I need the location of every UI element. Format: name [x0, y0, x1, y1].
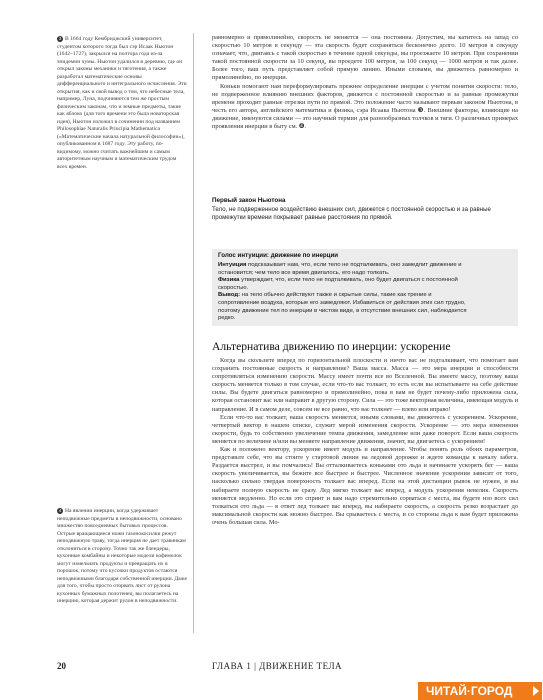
intuition-box-title: Голос интуиции: движение по инерции	[218, 252, 339, 259]
box-label-physics: Физика	[218, 277, 240, 284]
sidebar-note-text: На явлении инерции, когда удерживает неподвижные предметы в неподвижности, основано множество повседневных бытовых процессов. Острые вращающиеся ножи газонокосилки режут неподвижную траву, тогда инерция не дает травинкам отклониться в сторону. Точно так же блендеры, кухонные комбайны и некоторые модели кофемолок могут измельчать продукты и превращать их в порошок, потому что кусочки продуктов остаются неподвижными благодаря собственной инерции. Даже для того, чтобы просто оторвать лист от рулона кухонных бумажных полотенец, вы полагаетесь на инерцию, которая держит рулон в неподвижности.	[57, 508, 187, 604]
intro-paragraph-2: Коньки помогают нам переформулировать прежнее определение инерции с учетом понятия скорости: тело, не подверженное влиянию внешних факторов, движется с постоянной скоростью и за равные промежутки времени проходит равные отрезки пути по прямой. Это положение часто называют первым законом Ньютона, в честь его автора, английского математика и физика, сэра Исаака Ньютона ❸. Внешние факторы, влияющие на движение, именуются силами — это научный термин для разнообразных толчков и тяги. О различных примерах проявления инерции в быту см. ❹.	[212, 82, 518, 131]
column-divider	[193, 33, 194, 633]
store-watermark: ЧИТАЙ·ГОРОД	[418, 682, 542, 700]
note-marker-icon: 3	[58, 36, 62, 41]
box-label-intuition: Интуиция	[218, 262, 247, 268]
intro-block	[212, 34, 518, 131]
intuition-box-body	[218, 262, 473, 323]
sidebar-note-text: В 1664 году Кембриджский университет, студентом которого тогда был сэр Исаак Ньютон (1642–1727), закрылся на полтора года из-за эпидемии чумы. Ньютон удалился в деревню, где он открыл законы механики и тяготения, а также разработал математические основы дифференциального и интегрального исчисления. Эти открытия, как и свой вывод о том, что небесные тела, например, Луна, подчиняются тем же простым физическим законам, что и земные предметы, такие как яблоко (для того времени это была новаторская идея), Ньютон изложил в сочинении под названием Philosophiae Naturalis Principia Mathematica («Математические начала натуральной философии»), опубликованном в 1687 году. Эту работу, по-видимому, можно считать важнейшим и самым авторитетным научным и математическим трудом всех времен.	[57, 36, 187, 170]
law-title: Первый закон Ньютона	[212, 197, 286, 204]
watermark-arrow-icon	[533, 686, 539, 696]
box-text-conclusion: на тело обычно действуют также и скрытые силы, такие как трение и сопротивление воздуха, которые его замедляют. Избавиться от действия этих сил трудно, поэтому движение тел по инерции в чистом виде, в отсутствие внешних сил, наблюдается редко.	[218, 292, 467, 322]
note-marker-icon: 4	[58, 508, 62, 513]
body-paragraph-3: Как и положено вектору, ускорение имеет модуль и направление. Чтобы понять роль обоих параметров, представьте себе, что вы стоите у стартовой линии на ледовой дорожке и ждете команды к началу забега. Раздается выстрел, и вы помчались! Вы отталкиваетесь коньками ото льда и начинаете ускорять бег — ваша скорость увеличивается, вы бежите все быстрее и быстрее. Численное значение ускорения зависит от того, насколько сильно твердая поверхность толкает вас вперед. Если на этой дистанции рывок не нужен, и вы набираете полную скорость не сразу. Лед мягко толкает вас вперед, а модуль ускорения невелик. Скорость меняется медленно. Но если это спринт и вам надо стремительно сорваться с места, вы будете изо всех сил толкаться ото льда — в ответ лед толкает вас вперед, вы набираете скорость, а скорость резко возрастает до максимальной скорости как можно быстрее. Вы срываетесь с места, и со стороны льда к вам будет приложена очень большая сила. Мо-	[212, 446, 518, 526]
sidebar-note-1	[57, 36, 187, 171]
box-text-physics: утверждает, что, если тело не подталкивать, оно будет двигаться с постоянной скоростью.	[218, 277, 458, 291]
law-text: Тело, не подверженное воздействию внешних сил, движется с постоянной скоростью и за равные промежутки времени покрывает равные расстояния по прямой.	[212, 206, 491, 221]
body-paragraph-1: Когда вы скользите вперед по горизонтальной плоскости и ничто вас не подталкивает, что помогает вам сохранить постоянные скорость и направление? Ваша масса. Масса — это мера инерции и способности сопротивляться изменению скорости. Массу имеет почти все во Вселенной. Вы имеете массу, поэтому ваша скорость меняется только в том случае, если что-то вас толкает, то есть если вы испытываете на себе действие силы. Вы будете двигаться равномерно и прямолинейно, пока в вам не будет почему-либо приложена сила, которая остановит вас или направит в другую сторону. Сила — это тоже векторная величина, имеющая модуль и направление. И в самом деле, совсем не все равно, что вас толкнет — влево или вправо!	[212, 357, 518, 413]
sidebar-note-2	[57, 508, 187, 606]
page-number: 20	[57, 661, 66, 671]
section-heading: Альтернатива движению по инерции: ускорение	[212, 340, 451, 353]
section-body	[212, 357, 518, 527]
body-paragraph-2: Если что-то вас толкает, ваша скорость меняется, иными словами, вы движетесь с ускорением. Ускорение, четвертый вектор в нашем списке, служит мерой изменения скорости. Ускорение — это мера изменения скорости, будь то собственно увеличение темпа движения, замедление или даже поворот. Если ваша скорость меняется по величине и/или вы меняете направление движения, значит, вы двигаетесь с ускорением!	[212, 413, 518, 445]
running-footer: ГЛАВА 1 | ДВИЖЕНИЕ ТЕЛА	[212, 661, 343, 671]
box-text-intuition: подсказывает нам, что, если тело не подталкивать, оно замедлит движение и остановится; чем тело все время двигалось, его надо толкать.	[218, 262, 462, 276]
box-label-conclusion: Вывод:	[218, 292, 241, 299]
intro-paragraph: равномерно и прямолинейно, скорость не меняется — она постоянна. Допустим, вы катитесь на запад со скоростью 10 метров в секунду — эта скорость будет сохраняться бесконечно долго. 10 метров в секунду означает, что, двигаясь с такой скоростью в течение одной секунды, вы проезжаете 10 метров. При сохранении такой постоянной скорости за 10 секунд, вы проедете 100 метров, за 100 секунд — 1000 метров и так далее. Более того, ваш путь представляет собой прямую линию. Иными словами, вы движетесь равномерно и прямолинейно, по инерции.	[212, 34, 518, 82]
